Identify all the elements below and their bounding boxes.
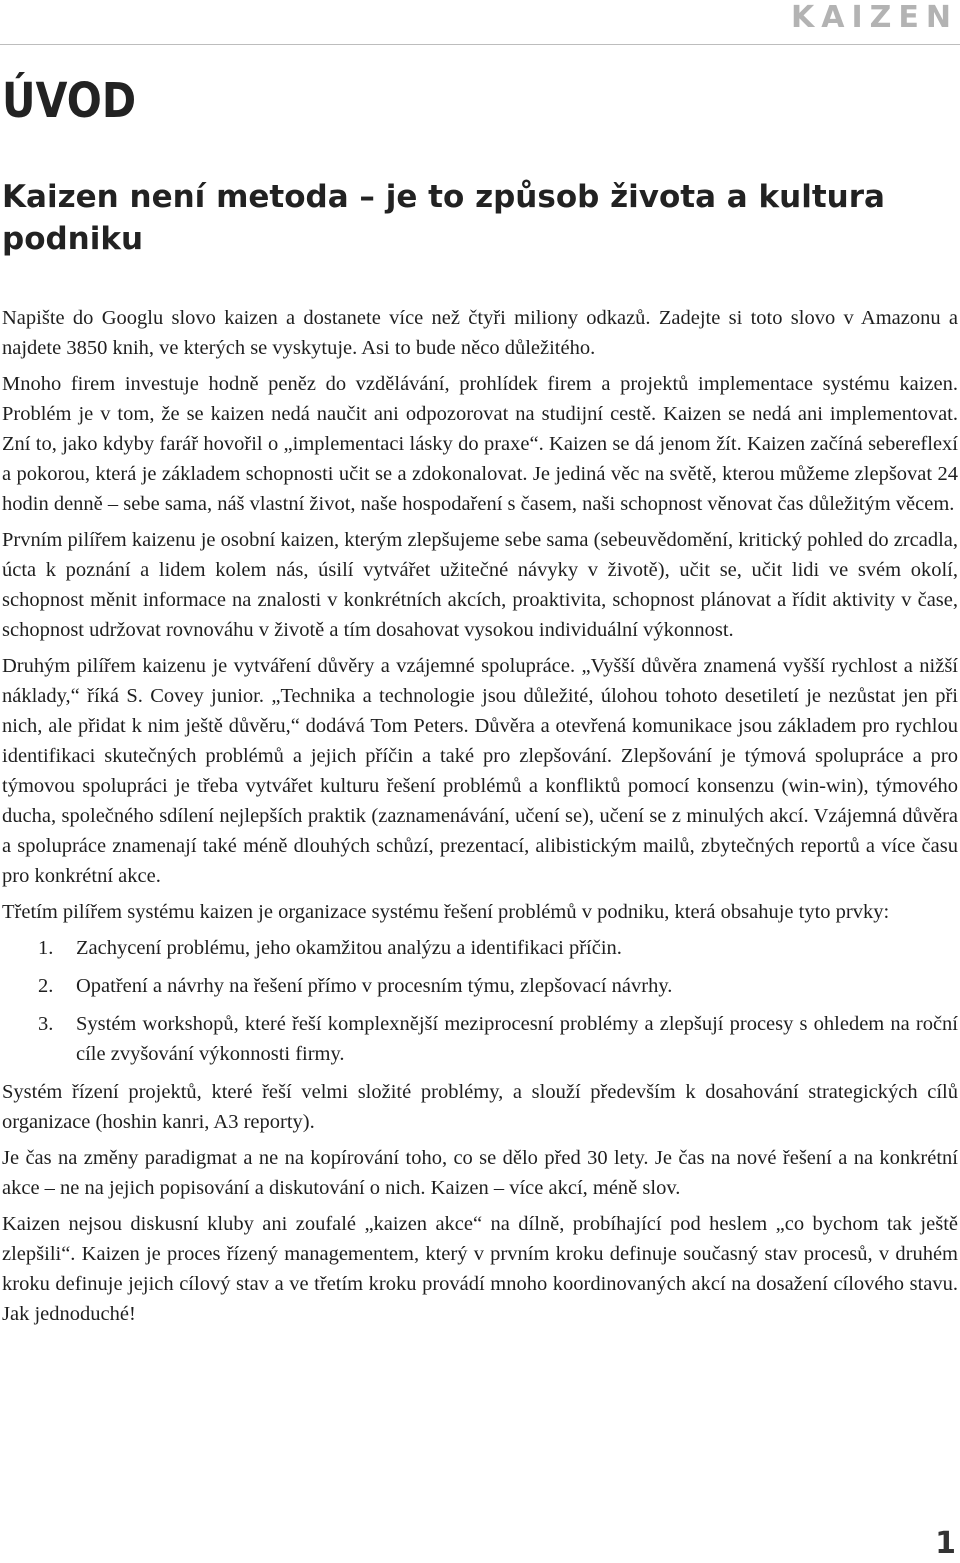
- paragraph: Je čas na změny paradigmat a ne na kopírování toho, co se dělo před 30 lety. Je čas na nové řešení a na konkrétní akce – ne na jejich popisování a diskutování o nich. Kaizen – více akcí, méně slov.: [2, 1147, 958, 1199]
- numbered-list: [2, 933, 958, 1069]
- list-item-number: 1.: [38, 937, 54, 959]
- paragraph: Třetím pilířem systému kaizen je organizace systému řešení problémů v podniku, která obsahuje tyto prvky:: [2, 901, 890, 923]
- list-item-text: Opatření a návrhy na řešení přímo v procesním týmu, zlepšovací návrhy.: [76, 975, 673, 997]
- page-number: 1: [935, 1526, 956, 1561]
- paragraph: Napište do Googlu slovo kaizen a dostanete více než čtyři miliony odkazů. Zadejte si toto slovo v Amazonu a najdete 3850 knih, ve kterých se vyskytuje. Asi to bude něco důležitého.: [2, 307, 958, 359]
- chapter-subtitle: Kaizen není metoda – je to způsob života a kultura podniku: [2, 179, 885, 257]
- list-item-text: Systém workshopů, které řeší komplexnější meziprocesní problémy a zlepšují procesy s ohledem na roční cíle zvyšování výkonnosti firmy.: [76, 1013, 958, 1065]
- paragraph: Mnoho firem investuje hodně peněz do vzdělávání, prohlídek firem a projektů implementace systému kaizen. Problém je v tom, že se kaizen nedá naučit ani odpozorovat na studijní cestě. Kaizen se nedá ani implementovat. Zní to, jako kdyby farář hovořil o „implementaci lásky do praxe“. Kaizen se dá jenom žít. Kaizen začíná sebereflexí a pokorou, která je základem schopnosti učit se a zdokonalovat. Je jediná věc na světě, kterou můžeme zlepšovat 24 hodin denně – sebe sama, náš vlastní život, naše hospodaření s časem, naši schopnost věnovat čas důležitým věcem.: [2, 373, 958, 515]
- list-item: [2, 971, 958, 1001]
- list-item-text: Zachycení problému, jeho okamžitou analýzu a identifikaci příčin.: [76, 937, 622, 959]
- list-item: [2, 1009, 958, 1069]
- list-item-number: 3.: [38, 1013, 54, 1035]
- list-item: [2, 933, 958, 963]
- paragraph: Druhým pilířem kaizenu je vytváření důvěry a vzájemné spolupráce. „Vyšší důvěra znamená vyšší rychlost a nižší náklady,“ říká S. Covey junior. „Technika a technologie jsou důležité, úlohou tohoto desetiletí je nezůstat jen při nich, ale přidat k nim ještě důvěru,“ dodává Tom Peters. Důvěra a otevřená komunikace jsou základem pro rychlou identifikaci skutečných problémů a jejich příčin a také pro zlepšování. Zlepšování je týmová spolupráce a pro týmovou spolupráci je třeba vytvářet kulturu řešení problémů a konfliktů pomocí konsenzu (win-win), týmového ducha, společného sdílení nejlepších praktik (zaznamenávání, učení se), učení se z minulých akcí. Vzájemná důvěra a spolupráce znamenají také méně dlouhých schůzí, prezentací, alibistickým mailů, zbytečných reportů a více času pro konkrétní akce.: [2, 655, 958, 887]
- paragraph: Prvním pilířem kaizenu je osobní kaizen, kterým zlepšujeme sebe sama (sebeuvědomění, kritický pohled do zrcadla, úcta k poznání a lidem kolem nás, úsilí vytvářet užitečné návyky v životě), učit se, učit lidi ve svém okolí, schopnost měnit informace na znalosti v konkrétních akcích, proaktivita, schopnost plánovat a řídit aktivity v čase, schopnost udržovat rovnováhu v životě a tím dosahovat vysokou individuální výkonnost.: [2, 529, 958, 641]
- paragraph: Systém řízení projektů, které řeší velmi složité problémy, a slouží především k dosahování strategických cílů organizace (hoshin kanri, A3 reporty).: [2, 1081, 958, 1133]
- list-item-number: 2.: [38, 975, 54, 997]
- body-text: [2, 303, 958, 1335]
- chapter-title: ÚVOD: [2, 73, 137, 129]
- header-brand: KAIZEN: [791, 0, 958, 35]
- header-rule: [0, 44, 960, 45]
- paragraph: Kaizen nejsou diskusní kluby ani zoufalé „kaizen akce“ na dílně, probíhající pod heslem „co bychom tak ještě zlepšili“. Kaizen je proces řízený managementem, který v prvním kroku definuje současný stav procesů, v druhém kroku definuje jejich cílový stav a ve třetím kroku provádí mnoho koordinovaných akcí na dosažení cílového stavu. Jak jednoduché!: [2, 1213, 958, 1325]
